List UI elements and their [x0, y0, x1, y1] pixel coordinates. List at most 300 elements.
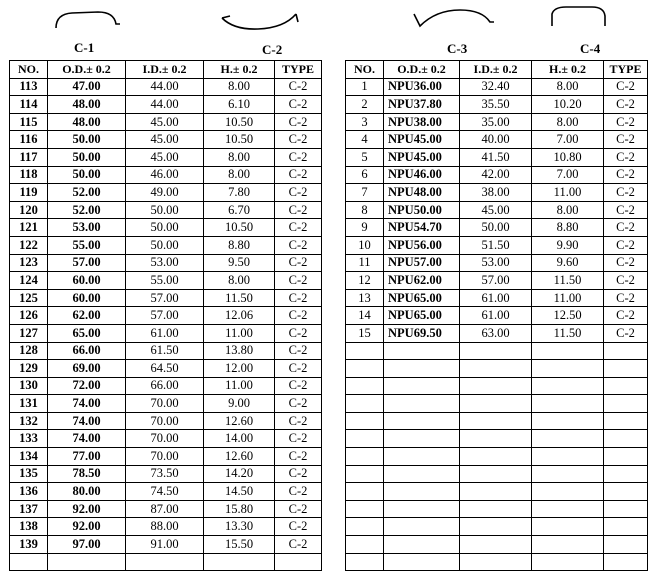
table-cell: 78.50: [48, 465, 126, 483]
table-cell: C-2: [604, 166, 648, 184]
table-row: [346, 553, 648, 571]
table-row: [10, 254, 322, 272]
table-row: [10, 131, 322, 149]
header-no: NO.: [10, 61, 48, 79]
table-cell: 2: [346, 96, 384, 114]
table-cell: NPU65.00: [384, 307, 460, 325]
table-cell: 126: [10, 307, 48, 325]
table-cell: [604, 430, 648, 448]
table-row: [346, 201, 648, 219]
table-cell: 50.00: [48, 166, 126, 184]
table-cell: 8.00: [204, 166, 275, 184]
table-cell: 92.00: [48, 518, 126, 536]
table-cell: C-2: [275, 377, 322, 395]
table-cell: 116: [10, 131, 48, 149]
table-cell: 41.50: [460, 148, 532, 166]
table-cell: [604, 395, 648, 413]
table-cell: 69.00: [48, 360, 126, 378]
header-h: H.± 0.2: [532, 61, 604, 79]
table-cell: 10.80: [532, 148, 604, 166]
table-cell: 42.00: [460, 166, 532, 184]
table-cell: NPU54.70: [384, 219, 460, 237]
table-cell: 11.00: [204, 324, 275, 342]
table-row: [346, 184, 648, 202]
right-dimension-table: [345, 60, 648, 571]
table-row: [10, 377, 322, 395]
table-cell: 49.00: [126, 184, 204, 202]
table-cell: [346, 430, 384, 448]
table-cell: C-2: [604, 96, 648, 114]
table-cell: NPU57.00: [384, 254, 460, 272]
table-cell: 45.00: [126, 113, 204, 131]
table-cell: [460, 360, 532, 378]
table-cell: [532, 342, 604, 360]
table-cell: NPU48.00: [384, 184, 460, 202]
table-cell: NPU46.00: [384, 166, 460, 184]
table-cell: 119: [10, 184, 48, 202]
table-cell: 131: [10, 395, 48, 413]
table-cell: C-2: [275, 307, 322, 325]
table-cell: 14.50: [204, 483, 275, 501]
table-cell: C-2: [275, 324, 322, 342]
table-cell: 7.00: [532, 131, 604, 149]
table-cell: [346, 395, 384, 413]
table-cell: 121: [10, 219, 48, 237]
table-cell: 130: [10, 377, 48, 395]
table-cell: 57.00: [126, 307, 204, 325]
table-row: [10, 342, 322, 360]
table-row: [346, 360, 648, 378]
table-cell: NPU38.00: [384, 113, 460, 131]
table-cell: [384, 553, 460, 571]
table-cell: 44.00: [126, 78, 204, 96]
table-cell: [604, 553, 648, 571]
table-cell: [460, 500, 532, 518]
table-cell: C-2: [604, 272, 648, 290]
table-cell: 133: [10, 430, 48, 448]
table-cell: [460, 430, 532, 448]
table-cell: 70.00: [126, 412, 204, 430]
table-row: [346, 465, 648, 483]
table-cell: 57.00: [48, 254, 126, 272]
table-row: [10, 96, 322, 114]
table-row: [10, 412, 322, 430]
table-cell: 50.00: [48, 148, 126, 166]
table-cell: 6.70: [204, 201, 275, 219]
table-cell: [346, 448, 384, 466]
table-cell: C-2: [604, 78, 648, 96]
table-row: [346, 483, 648, 501]
table-cell: 117: [10, 148, 48, 166]
table-row: [346, 131, 648, 149]
table-cell: [384, 342, 460, 360]
table-cell: 88.00: [126, 518, 204, 536]
table-cell: 74.00: [48, 412, 126, 430]
table-cell: 48.00: [48, 113, 126, 131]
table-cell: [460, 536, 532, 554]
table-cell: 51.50: [460, 236, 532, 254]
table-cell: 40.00: [460, 131, 532, 149]
table-row: [346, 96, 648, 114]
table-cell: [532, 536, 604, 554]
table-row: [10, 78, 322, 96]
table-cell: 12.60: [204, 448, 275, 466]
table-row: [346, 236, 648, 254]
table-cell: 8.80: [204, 236, 275, 254]
table-cell: [384, 518, 460, 536]
table-cell: [460, 465, 532, 483]
table-cell: [346, 483, 384, 501]
table-cell: C-2: [275, 113, 322, 131]
table-cell: NPU36.00: [384, 78, 460, 96]
right-table-body: [346, 78, 648, 571]
table-cell: C-2: [275, 536, 322, 554]
table-cell: 12.06: [204, 307, 275, 325]
table-cell: 128: [10, 342, 48, 360]
table-cell: 12.60: [204, 412, 275, 430]
table-cell: C-2: [604, 201, 648, 219]
table-cell: C-2: [275, 148, 322, 166]
table-cell: 15: [346, 324, 384, 342]
table-cell: 132: [10, 412, 48, 430]
table-cell: C-2: [604, 307, 648, 325]
table-cell: [384, 483, 460, 501]
table-cell: 14.20: [204, 465, 275, 483]
caption-c4: C-4: [580, 41, 601, 56]
table-row: [10, 395, 322, 413]
c2-profile-icon: [218, 6, 302, 34]
table-cell: 74.00: [48, 395, 126, 413]
table-row: [10, 483, 322, 501]
table-cell: [532, 448, 604, 466]
table-cell: C-2: [275, 412, 322, 430]
table-cell: 61.00: [126, 324, 204, 342]
table-cell: [460, 377, 532, 395]
table-cell: 124: [10, 272, 48, 290]
table-cell: 66.00: [126, 377, 204, 395]
table-cell: C-2: [604, 324, 648, 342]
table-cell: [384, 430, 460, 448]
table-cell: 57.00: [460, 272, 532, 290]
table-row: [346, 272, 648, 290]
table-row: [346, 395, 648, 413]
table-row: [346, 430, 648, 448]
table-cell: [532, 395, 604, 413]
table-cell: 70.00: [126, 430, 204, 448]
table-cell: 66.00: [48, 342, 126, 360]
table-cell: 134: [10, 448, 48, 466]
table-row: [346, 448, 648, 466]
table-cell: 55.00: [48, 236, 126, 254]
table-row: [10, 184, 322, 202]
table-cell: 5: [346, 148, 384, 166]
table-cell: 12.50: [532, 307, 604, 325]
table-row: [346, 166, 648, 184]
table-cell: 60.00: [48, 272, 126, 290]
table-cell: [532, 360, 604, 378]
table-cell: 44.00: [126, 96, 204, 114]
table-cell: [532, 518, 604, 536]
table-row: [10, 148, 322, 166]
table-cell: 6: [346, 166, 384, 184]
c1-profile-icon: [52, 8, 124, 30]
table-cell: 115: [10, 113, 48, 131]
table-cell: [460, 518, 532, 536]
table-cell: 15.50: [204, 536, 275, 554]
table-cell: C-2: [604, 254, 648, 272]
table-cell: 118: [10, 166, 48, 184]
table-cell: 9.60: [532, 254, 604, 272]
table-cell: C-2: [604, 184, 648, 202]
table-cell: C-2: [275, 78, 322, 96]
table-cell: C-2: [275, 166, 322, 184]
table-cell: 53.00: [48, 219, 126, 237]
table-cell: [384, 412, 460, 430]
table-cell: 10: [346, 236, 384, 254]
table-cell: [48, 553, 126, 571]
table-row: [346, 219, 648, 237]
table-cell: 12: [346, 272, 384, 290]
table-cell: [604, 518, 648, 536]
table-cell: 35.00: [460, 113, 532, 131]
table-cell: 8.00: [204, 272, 275, 290]
table-cell: [532, 377, 604, 395]
table-cell: 11.50: [532, 272, 604, 290]
c3-profile-icon: [410, 4, 502, 32]
table-cell: 138: [10, 518, 48, 536]
table-cell: C-2: [604, 148, 648, 166]
table-cell: [384, 500, 460, 518]
table-cell: 139: [10, 536, 48, 554]
table-cell: [346, 553, 384, 571]
table-cell: [604, 483, 648, 501]
table-cell: 97.00: [48, 536, 126, 554]
table-cell: 62.00: [48, 307, 126, 325]
table-cell: C-2: [275, 360, 322, 378]
table-cell: NPU69.50: [384, 324, 460, 342]
table-row: [346, 518, 648, 536]
header-h: H.± 0.2: [204, 61, 275, 79]
table-cell: 113: [10, 78, 48, 96]
table-cell: 11.50: [532, 324, 604, 342]
table-cell: 47.00: [48, 78, 126, 96]
table-cell: 53.00: [460, 254, 532, 272]
table-cell: 50.00: [460, 219, 532, 237]
table-cell: 14.00: [204, 430, 275, 448]
table-cell: [604, 536, 648, 554]
table-cell: [126, 553, 204, 571]
table-cell: C-2: [275, 518, 322, 536]
table-cell: 87.00: [126, 500, 204, 518]
table-cell: 11.00: [532, 289, 604, 307]
table-cell: C-2: [275, 289, 322, 307]
table-cell: 120: [10, 201, 48, 219]
table-cell: [204, 553, 275, 571]
header-id: I.D.± 0.2: [460, 61, 532, 79]
table-row: [346, 148, 648, 166]
table-row: [10, 518, 322, 536]
table-row: [10, 166, 322, 184]
table-row: [346, 377, 648, 395]
table-cell: [346, 465, 384, 483]
table-cell: C-2: [604, 236, 648, 254]
table-cell: [384, 395, 460, 413]
table-cell: 13.80: [204, 342, 275, 360]
table-cell: [604, 448, 648, 466]
table-cell: [532, 500, 604, 518]
table-row: [10, 360, 322, 378]
table-cell: 70.00: [126, 448, 204, 466]
table-cell: 11.00: [204, 377, 275, 395]
left-dimension-table: [9, 60, 322, 571]
table-cell: 7.00: [532, 166, 604, 184]
table-cell: 65.00: [48, 324, 126, 342]
table-cell: 14: [346, 307, 384, 325]
table-cell: C-2: [604, 289, 648, 307]
table-cell: [460, 553, 532, 571]
table-cell: NPU56.00: [384, 236, 460, 254]
table-cell: 74.50: [126, 483, 204, 501]
table-cell: C-2: [275, 272, 322, 290]
table-cell: 35.50: [460, 96, 532, 114]
table-cell: [384, 360, 460, 378]
table-cell: 4: [346, 131, 384, 149]
header-no: NO.: [346, 61, 384, 79]
table-row: [346, 412, 648, 430]
table-cell: [460, 395, 532, 413]
table-row: [10, 553, 322, 571]
table-row: [346, 536, 648, 554]
table-cell: [532, 430, 604, 448]
table-cell: C-2: [275, 201, 322, 219]
caption-c2: C-2: [262, 42, 283, 57]
table-cell: 8.00: [204, 148, 275, 166]
table-cell: 135: [10, 465, 48, 483]
table-cell: NPU37.80: [384, 96, 460, 114]
table-cell: [10, 553, 48, 571]
table-cell: 52.00: [48, 201, 126, 219]
table-cell: 8.00: [532, 201, 604, 219]
table-cell: [346, 360, 384, 378]
table-cell: 8.80: [532, 219, 604, 237]
table-cell: NPU62.00: [384, 272, 460, 290]
table-cell: C-2: [275, 465, 322, 483]
table-cell: C-2: [275, 430, 322, 448]
table-cell: C-2: [275, 184, 322, 202]
table-cell: 10.20: [532, 96, 604, 114]
table-cell: 73.50: [126, 465, 204, 483]
table-cell: [532, 553, 604, 571]
table-cell: 15.80: [204, 500, 275, 518]
table-row: [10, 201, 322, 219]
table-cell: 55.00: [126, 272, 204, 290]
table-cell: [346, 500, 384, 518]
caption-c1: C-1: [74, 40, 95, 55]
table-cell: 70.00: [126, 395, 204, 413]
table-cell: 38.00: [460, 184, 532, 202]
table-cell: C-2: [275, 96, 322, 114]
table-row: [346, 324, 648, 342]
table-row: [10, 307, 322, 325]
table-cell: [604, 465, 648, 483]
table-cell: C-2: [275, 342, 322, 360]
table-cell: 32.40: [460, 78, 532, 96]
table-cell: 6.10: [204, 96, 275, 114]
table-row: [10, 272, 322, 290]
table-cell: [532, 465, 604, 483]
table-row: [10, 536, 322, 554]
table-cell: NPU50.00: [384, 201, 460, 219]
table-cell: [532, 412, 604, 430]
table-cell: 123: [10, 254, 48, 272]
table-cell: 61.00: [460, 289, 532, 307]
table-row: [346, 289, 648, 307]
table-cell: [275, 553, 322, 571]
table-cell: 129: [10, 360, 48, 378]
table-cell: 61.00: [460, 307, 532, 325]
table-cell: 127: [10, 324, 48, 342]
table-cell: 1: [346, 78, 384, 96]
table-row: [10, 500, 322, 518]
table-cell: 53.00: [126, 254, 204, 272]
table-cell: 9: [346, 219, 384, 237]
table-row: [346, 342, 648, 360]
table-cell: [604, 412, 648, 430]
header-id: I.D.± 0.2: [126, 61, 204, 79]
table-cell: [346, 377, 384, 395]
table-cell: C-2: [275, 448, 322, 466]
table-cell: 57.00: [126, 289, 204, 307]
table-cell: 137: [10, 500, 48, 518]
table-cell: 11.00: [532, 184, 604, 202]
table-cell: 45.00: [126, 148, 204, 166]
table-cell: 50.00: [126, 219, 204, 237]
table-row: [346, 78, 648, 96]
table-cell: 50.00: [48, 131, 126, 149]
table-cell: 10.50: [204, 131, 275, 149]
table-header-row: [10, 61, 322, 79]
table-cell: [384, 448, 460, 466]
table-cell: 45.00: [126, 131, 204, 149]
table-cell: 64.50: [126, 360, 204, 378]
table-cell: 11: [346, 254, 384, 272]
table-cell: C-2: [604, 113, 648, 131]
table-cell: 50.00: [126, 236, 204, 254]
table-row: [346, 500, 648, 518]
table-cell: 7: [346, 184, 384, 202]
table-cell: 9.50: [204, 254, 275, 272]
table-cell: 11.50: [204, 289, 275, 307]
table-cell: 48.00: [48, 96, 126, 114]
table-row: [346, 254, 648, 272]
table-cell: 114: [10, 96, 48, 114]
c4-profile-icon: [548, 4, 610, 30]
table-cell: 77.00: [48, 448, 126, 466]
header-type: TYPE: [604, 61, 648, 79]
left-table-body: [10, 78, 322, 571]
header-type: TYPE: [275, 61, 322, 79]
table-cell: [346, 342, 384, 360]
table-cell: 63.00: [460, 324, 532, 342]
table-cell: C-2: [275, 236, 322, 254]
table-cell: [604, 377, 648, 395]
table-cell: C-2: [275, 500, 322, 518]
table-cell: C-2: [275, 254, 322, 272]
table-cell: 8: [346, 201, 384, 219]
table-cell: 46.00: [126, 166, 204, 184]
table-cell: 3: [346, 113, 384, 131]
table-cell: 8.00: [532, 113, 604, 131]
